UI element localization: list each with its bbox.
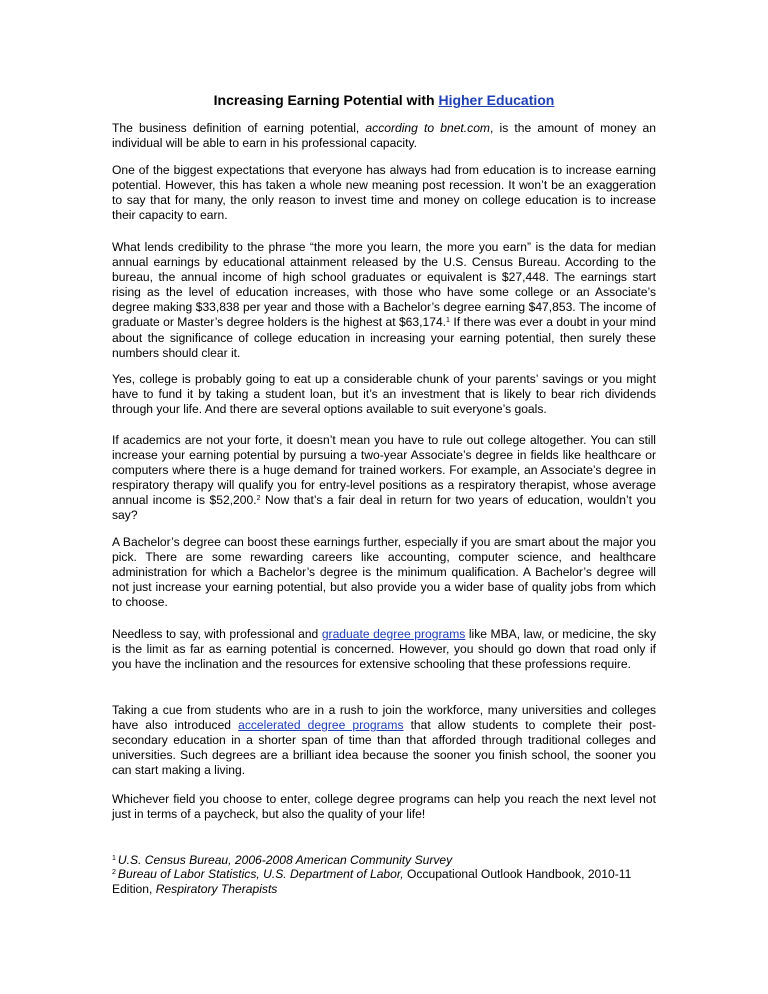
page-title: [0, 91, 768, 109]
title-text: Increasing Earning Potential with: [213, 92, 439, 108]
footnote-text: Respiratory Therapists: [155, 882, 278, 897]
paragraph-expectations: One of the biggest expectations that everyone has always had from education is to increase earning potential. However, this has taken a whole new meaning post recession. It won’t be an exaggeration to say that for many, the only reason to invest time and money on college education is to increase their capacity to earn.: [112, 163, 656, 223]
paragraph-text: Now that’s a fair deal in return for two years of education, wouldn’t you say?: [112, 493, 656, 523]
accelerated-degree-programs-link[interactable]: accelerated degree programs: [238, 718, 404, 733]
paragraph-census-data: [112, 240, 656, 361]
source-citation: according to bnet.com: [365, 121, 490, 135]
paragraph-text: What lends credibility to the phrase “the more you learn, the more you earn” is the data for median annual earnings by educational attainment released by the U.S. Census Bureau. According to the bureau, the annual income of high school graduates or equivalent is $27,448. The earnings start rising as the level of education increases, with those who have some college or an Associate’s degree making $33,838 per year and those with a Bachelor’s degree earning $47,853. The income of graduate or Master’s degree holders is the highest at $63,174.: [112, 240, 656, 330]
footnote-2: [112, 867, 660, 897]
graduate-degree-programs-link[interactable]: graduate degree programs: [321, 627, 466, 641]
paragraph-text: , is the amount of money an individual will be able to earn in his professional capacity.: [112, 121, 656, 151]
paragraph-definition: [112, 121, 656, 151]
footnote-number: 2: [112, 869, 116, 876]
paragraph-investment: Yes, college is probably going to eat up a considerable chunk of your parents’ savings or you might have to fund it by taking a student loan, but it’s an investment that is likely to bear rich dividends through your life. And there are several options available to suit everyone’s goals.: [112, 372, 656, 417]
paragraph-text: If there was ever a doubt in your mind about the significance of college education in increasing your earning potential, then surely these numbers should clear it.: [112, 315, 656, 360]
footnote-number: 1: [112, 855, 116, 862]
paragraph-text: Needless to say, with professional and: [112, 627, 322, 641]
paragraph-text: The business definition of earning potential,: [112, 121, 366, 135]
footnote-ref: 2: [256, 495, 261, 503]
paragraph-graduate-degree: [112, 627, 656, 672]
footnote-1: [112, 853, 672, 868]
footnote-text: Bureau of Labor Statistics, U.S. Department of Labor,: [117, 867, 404, 881]
paragraph-associate-degree: [112, 433, 656, 524]
footnote-text: U.S. Census Bureau, 2006-2008 American Community Survey: [117, 853, 453, 867]
footnote-ref: 1: [446, 317, 450, 325]
higher-education-link[interactable]: Higher Education: [438, 92, 555, 108]
paragraph-accelerated-degree: [112, 703, 656, 778]
footnote-text: Occupational Outlook Handbook, 2010-11 Edition,: [112, 867, 632, 897]
paragraph-text: Taking a cue from students who are in a rush to join the workforce, many universities and colleges have also introduced: [112, 703, 656, 733]
paragraph-text: like MBA, law, or medicine, the sky is the limit as far as earning potential is concerned. However, you should go down that road only if you have the inclination and the resources for extensive schooling that these professions require.: [112, 627, 657, 672]
paragraph-bachelor-degree: A Bachelor’s degree can boost these earnings further, especially if you are smart about the major you pick. There are some rewarding careers like accounting, computer science, and healthcare administration for which a Bachelor’s degree is the minimum qualification. A Bachelor’s degree will not just increase your earning potential, but also provide you a wider base of quality jobs from which to choose.: [112, 535, 656, 610]
paragraph-text: that allow students to complete their post-secondary education in a shorter span of time than that afforded through traditional colleges and universities. Such degrees are a brilliant idea because the sooner you finish school, the sooner you can start making a living.: [112, 718, 656, 778]
paragraph-conclusion: Whichever field you choose to enter, college degree programs can help you reach the next level not just in terms of a paycheck, but also the quality of your life!: [112, 792, 656, 822]
paragraph-text: If academics are not your forte, it doesn’t mean you have to rule out college altogether. You can still increase your earning potential by pursuing a two-year Associate’s degree in fields like healthcare or computers where there is a huge demand for trained workers. For example, an Associate’s degree in respiratory therapy will qualify you for entry-level positions as a respiratory therapist, whose average annual income is $52,200.: [112, 433, 656, 508]
